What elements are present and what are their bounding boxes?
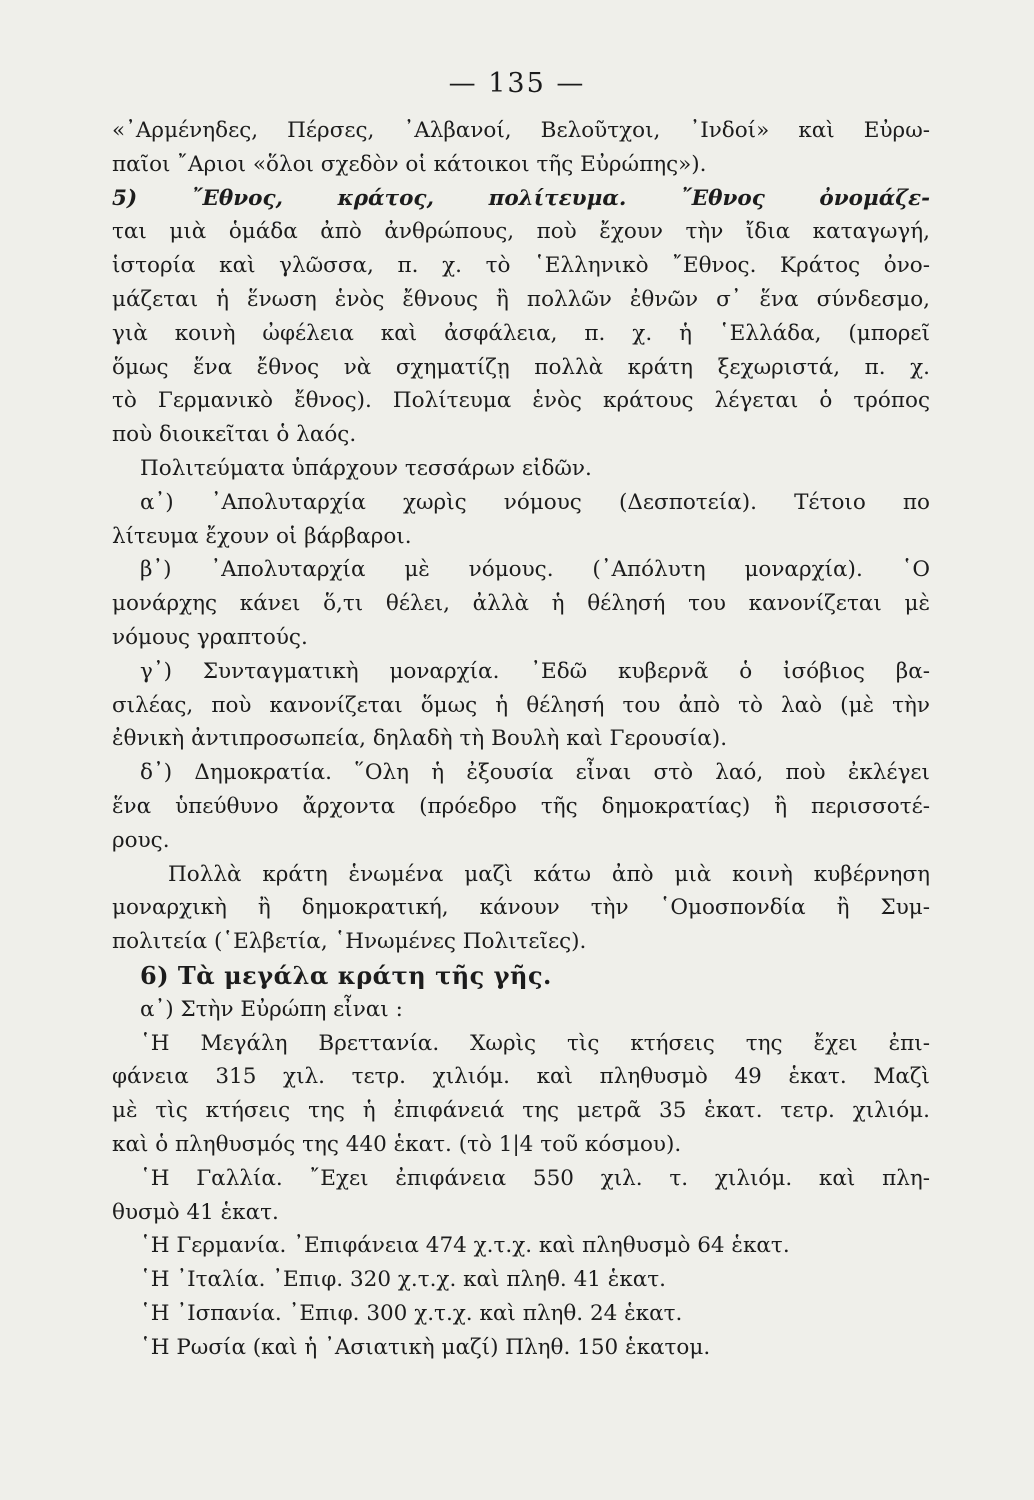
text-line: μὲ τὶς κτήσεις της ἡ ἐπιφάνειά της μετρᾶ 35 ἑκατ. τετρ. χιλιόμ. [112,1098,930,1124]
text-line: «᾽Αρμένηδες, Πέρσες, ᾽Αλβανοί, Βελοῦτχοι, ᾽Ινδοί» καὶ Εὐρω- [112,118,930,143]
text-line: δ᾽) Δημοκρατία. ῞Ολη ἡ ἐξουσία εἶναι στὸ λαό, ποὺ ἐκλέγει [140,760,930,786]
text-line: γιὰ κοινὴ ὠφέλεια καὶ ἀσφάλεια, π. χ. ἡ ῾Ελλάδα, (μπορεῖ [112,320,930,346]
text-line: ἐθνικὴ ἀντιπροσωπεία, δηλαδὴ τὴ Βουλὴ καὶ Γερουσία). [112,726,728,752]
text-line: καὶ ὁ πληθυσμός της 440 ἑκατ. (τὸ 1|4 τοῦ κόσμου). [112,1131,682,1157]
text-line: ὅμως ἕνα ἔθνος νὰ σχηματίζῃ πολλὰ κράτη ξεχωριστά, π. χ. [112,354,930,380]
text-line: ῾Η ᾽Ισπανία. ᾽Επιφ. 300 χ.τ.χ. καὶ πληθ. 24 ἑκατ. [140,1300,683,1326]
text-line: πολιτεία (῾Ελβετία, ῾Ηνωμένες Πολιτεῖες). [112,929,587,955]
text-line: νόμους γραπτούς. [112,624,308,650]
text-line: θυσμὸ 41 ἑκατ. [112,1199,279,1225]
text-line: α᾽) ᾽Απολυταρχία χωρὶς νόμους (Δεσποτεία). Τέτοιο πο [140,489,930,515]
text-line: ῾Η Γαλλία. ῎Εχει ἐπιφάνεια 550 χιλ. τ. χιλιόμ. καὶ πλη- [140,1165,930,1191]
page-number: — 135 — [448,68,586,99]
text-line: ρους. [112,827,170,853]
section-heading: 6) Τὰ μεγάλα κράτη τῆς γῆς. [140,960,552,990]
text-line: ῾Η Ρωσία (καὶ ἡ ᾽Ασιατικὴ μαζί) Πληθ. 150 ἑκατομ. [140,1334,711,1360]
text-line: ῾Η Γερμανία. ᾽Επιφάνεια 474 χ.τ.χ. καὶ πληθυσμὸ 64 ἑκατ. [140,1233,790,1259]
text-line: Πολλὰ κράτη ἑνωμένα μαζὶ κάτω ἀπὸ μιὰ κοινὴ κυβέρνηση [168,861,930,887]
text-line: μονάρχης κάνει ὅ,τι θέλει, ἀλλὰ ἡ θέλησή του κανονίζεται μὲ [112,591,930,617]
text-line: λίτευμα ἔχουν οἱ βάρβαροι. [112,523,412,549]
text-line: ποὺ διοικεῖται ὁ λαός. [112,422,357,448]
section-heading: 5) ῎Εθνος, κράτος, πολίτευμα. ῎Εθνος ὀνομάζε- [112,185,930,211]
body-text [112,114,930,1364]
text-line: ἕνα ὑπεύθυνο ἄρχοντα (πρόεδρο τῆς δημοκρατίας) ἢ περισσοτέ- [112,793,930,819]
text-line: ῾Η ᾽Ιταλία. ᾽Επιφ. 320 χ.τ.χ. καὶ πληθ. 41 ἑκατ. [140,1267,667,1293]
text-line: μάζεται ἡ ἕνωση ἑνὸς ἔθνους ἢ πολλῶν ἐθνῶν σ᾽ ἕνα σύνδεσμο, [112,286,930,312]
text-line: σιλέας, ποὺ κανονίζεται ὅμως ἡ θέλησή του ἀπὸ τὸ λαὸ (μὲ τὴν [112,692,930,718]
text-line: ἱστορία καὶ γλῶσσα, π. χ. τὸ ῾Ελληνικὸ ῎Εθνος. Κράτος ὀνο- [112,253,930,279]
text-line: ται μιὰ ὁμάδα ἀπὸ ἀνθρώπους, ποὺ ἔχουν τὴν ἴδια καταγωγή, [112,219,930,245]
text-line: φάνεια 315 χιλ. τετρ. χιλιόμ. καὶ πληθυσμὸ 49 ἑκατ. Μαζὶ [112,1064,930,1090]
text-line: β᾽) ᾽Απολυταρχία μὲ νόμους. (᾽Απόλυτη μοναρχία). ῾Ο [140,557,930,583]
text-line: παῖοι ῎Αριοι «ὅλοι σχεδὸν οἱ κάτοικοι τῆς Εὐρώπης»). [112,151,707,177]
text-line: ῾Η Μεγάλη Βρεττανία. Χωρὶς τὶς κτήσεις της ἔχει ἐπι- [140,1030,930,1056]
text-line: μοναρχικὴ ἢ δημοκρατική, κάνουν τὴν ῾Ομοσπονδία ἢ Συμ- [112,895,930,921]
text-line: γ᾽) Συνταγματικὴ μοναρχία. ᾽Εδῶ κυβερνᾶ ὁ ἰσόβιος βα- [140,658,930,684]
text-line: Πολιτεύματα ὑπάρχουν τεσσάρων εἰδῶν. [140,455,592,481]
text-line: τὸ Γερμανικὸ ἔθνος). Πολίτευμα ἑνὸς κράτους λέγεται ὁ τρόπος [112,388,930,414]
text-line: α᾽) Στὴν Εὐρώπη εἶναι : [140,996,403,1022]
